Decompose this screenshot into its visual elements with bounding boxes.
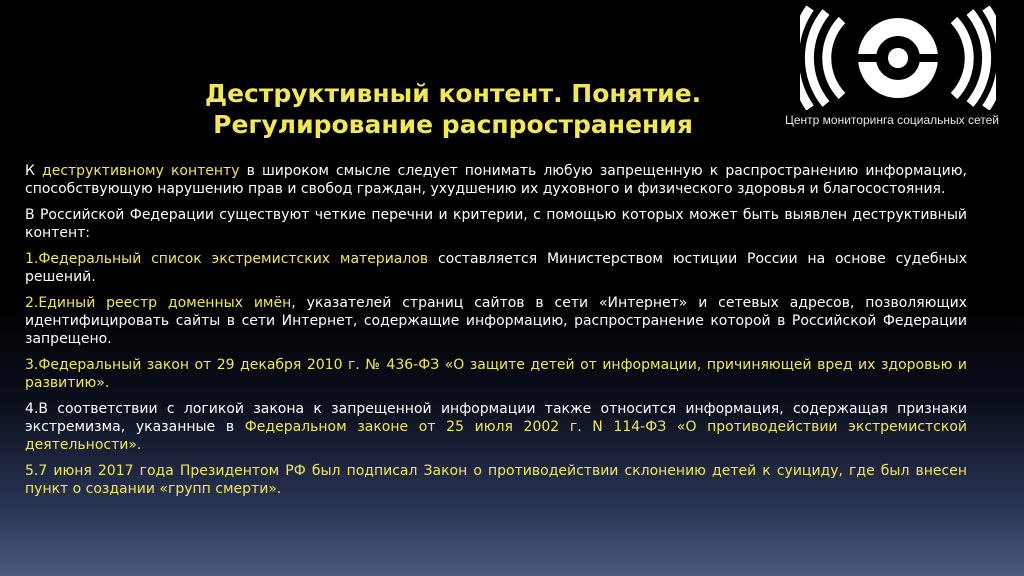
title-line-2: Регулирование распространения <box>213 110 693 139</box>
text: , указателей страниц сайтов в сети «Интернет» и сетевых адресов, позволяющих идентифицировать сайты в сети Интернет, содержащие информацию, распространение которой в Российской Федерации запрещено. <box>25 295 968 347</box>
list-item-1 <box>25 250 967 286</box>
text: в широком смысле следует понимать любую запрещенную к распространению информацию, способствующую нарушению прав и свобод граждан, ухудшению их духовного и физического здоровья и благосостояния. <box>25 163 968 197</box>
signal-broadcast-icon <box>800 6 996 110</box>
text: 4.В соответствии с логикой закона к запрещенной информации также относится информация, содержащая признаки экстремизма, указанные в <box>25 401 967 435</box>
text: К <box>25 163 43 179</box>
list-item-2 <box>25 294 967 348</box>
list-item-3: 3.Федеральный закон от 29 декабря 2010 г. № 436-ФЗ «О защите детей от информации, причиняющей вред их здоровью и развитию». <box>25 357 967 391</box>
title-line-1: Деструктивный контент. Понятие. <box>204 79 702 108</box>
list-item-5: 5.7 июня 2017 года Президентом РФ был подписал Закон о противодействии склонению детей к суициду, где был внесен пункт о создании «групп смерти». <box>25 463 967 497</box>
highlighted-term: 2.Единый реестр доменных имён <box>25 295 292 311</box>
highlighted-term: Федеральном законе от 25 июля 2002 г. N 114-ФЗ «О противодействии экстремистской деятельности». <box>25 419 967 453</box>
highlighted-term: деструктивному контенту <box>42 163 240 179</box>
paragraph-intro: В Российской Федерации существуют четкие перечни и критерии, с помощью которых может быть выявлен деструктивный контент: <box>25 207 967 241</box>
page-title <box>0 78 906 140</box>
list-item-4 <box>25 400 967 454</box>
main-content <box>25 162 967 506</box>
highlighted-term: 1.Федеральный список экстремистских материалов <box>25 251 429 267</box>
text: составляется Министерством юстиции России на основе судебных решений. <box>25 251 967 285</box>
logo-caption: Центр мониторинга социальных сетей <box>785 113 1000 127</box>
paragraph-definition <box>25 162 967 198</box>
